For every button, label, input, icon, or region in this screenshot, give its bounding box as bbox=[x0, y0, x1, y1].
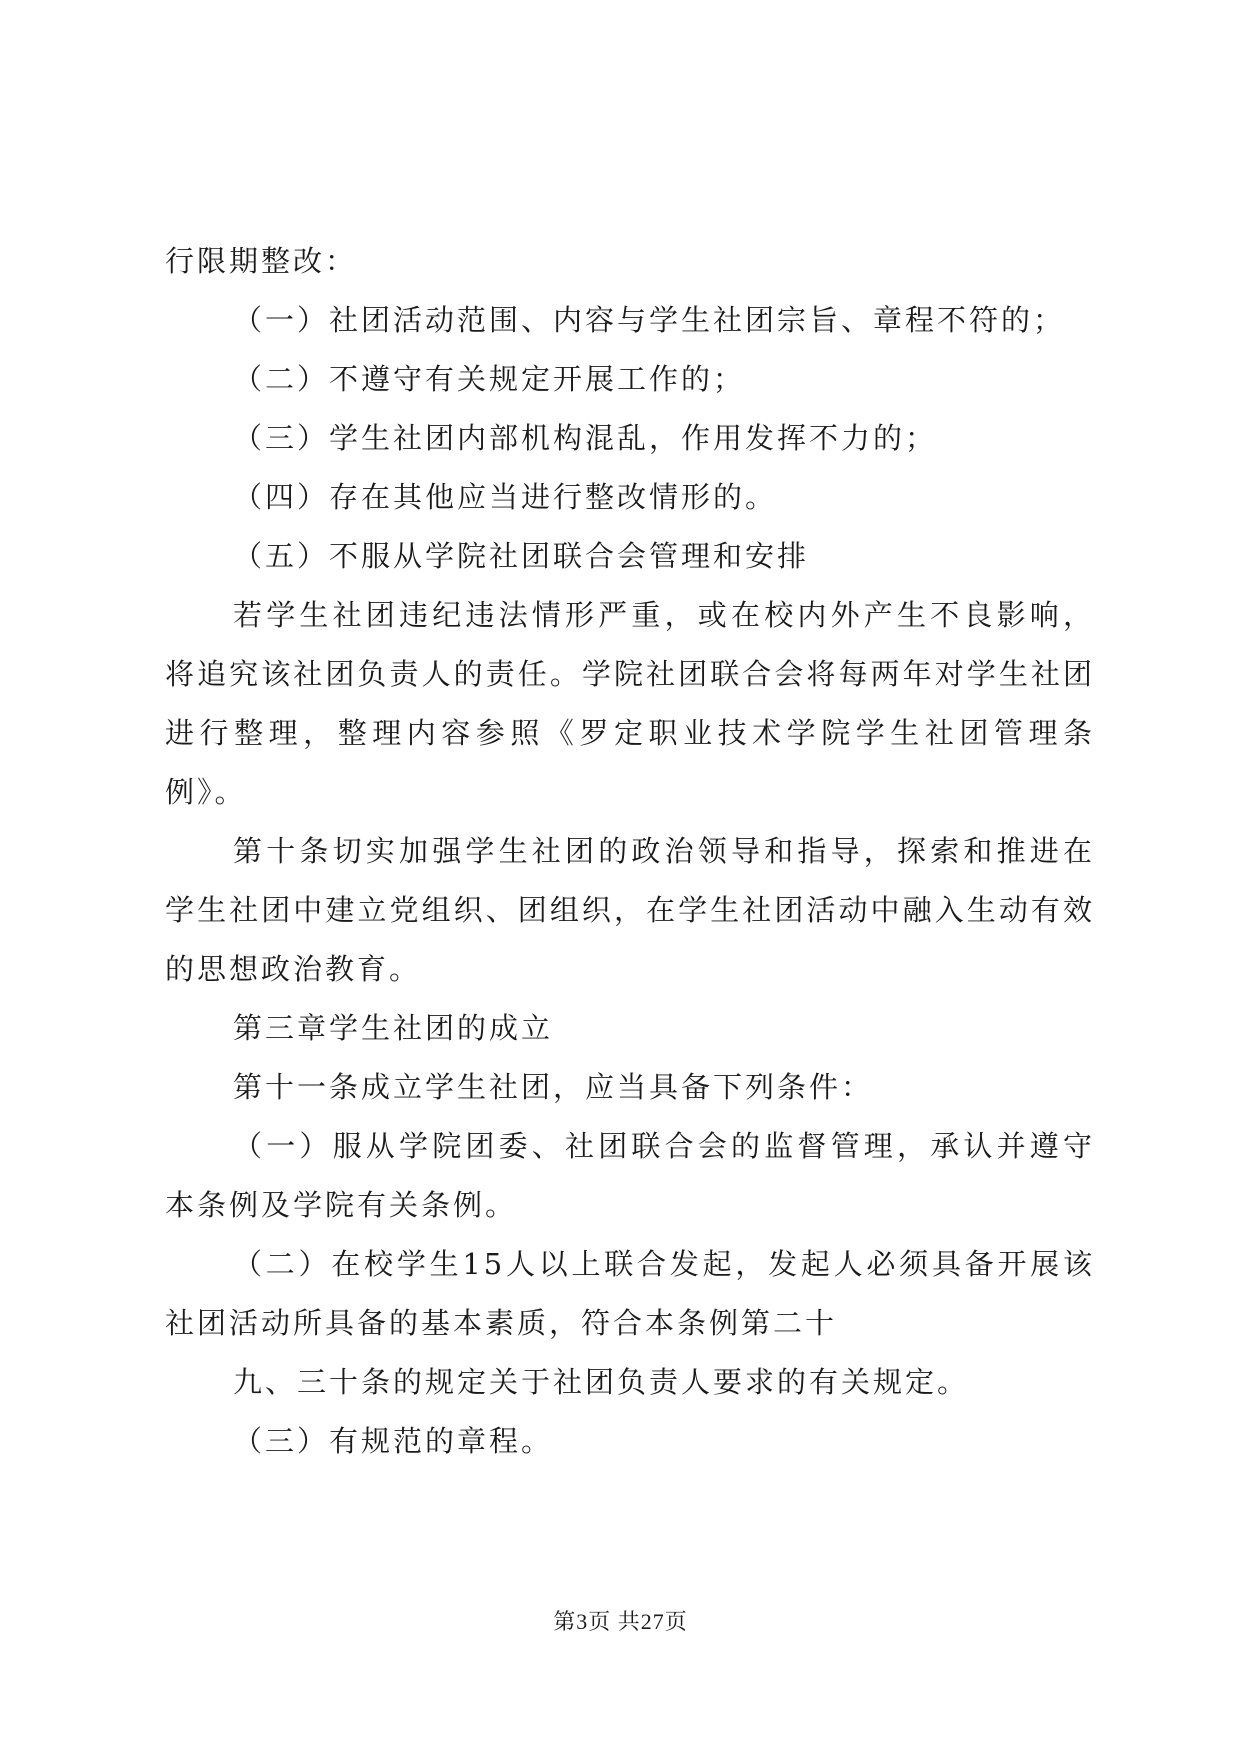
page-number-footer: 第3页 共27页 bbox=[553, 1609, 688, 1634]
condition-2: （二）在校学生15人以上联合发起，发起人必须具备开展该社团活动所具备的基本素质，符合本条例第二十 bbox=[165, 1247, 1095, 1340]
rectification-item-3: （三）学生社团内部机构混乱，作用发挥不力的； bbox=[233, 421, 938, 455]
continued-line: 行限期整改： bbox=[165, 244, 358, 278]
article-11-paragraph: 第十一条成立学生社团，应当具备下列条件： bbox=[233, 1070, 874, 1104]
chapter-heading: 第三章学生社团的成立 bbox=[233, 1011, 554, 1045]
rectification-item-4: （四）存在其他应当进行整改情形的。 bbox=[233, 480, 778, 514]
article-10-paragraph: 第十条切实加强学生社团的政治领导和指导，探索和推进在学生社团中建立党组织、团组织，在学生社团活动中融入生动有效的思想政治教育。 bbox=[165, 834, 1095, 986]
condition-2-continued: 九、三十条的规定关于社团负责人要求的有关规定。 bbox=[233, 1365, 970, 1399]
discipline-paragraph: 若学生社团违纪违法情形严重，或在校内外产生不良影响，将追究该社团负责人的责任。学院社团联合会将每两年对学生社团进行整理，整理内容参照《罗定职业技术学院学生社团管理条例》。 bbox=[165, 598, 1095, 809]
condition-1: （一）服从学院团委、社团联合会的监督管理，承认并遵守本条例及学院有关条例。 bbox=[165, 1129, 1095, 1222]
document-body bbox=[165, 232, 1095, 1471]
rectification-item-2: （二）不遵守有关规定开展工作的； bbox=[233, 362, 746, 396]
rectification-item-1: （一）社团活动范围、内容与学生社团宗旨、章程不符的； bbox=[233, 303, 1066, 337]
rectification-item-5: （五）不服从学院社团联合会管理和安排 bbox=[233, 539, 810, 573]
condition-3: （三）有规范的章程。 bbox=[233, 1424, 554, 1458]
